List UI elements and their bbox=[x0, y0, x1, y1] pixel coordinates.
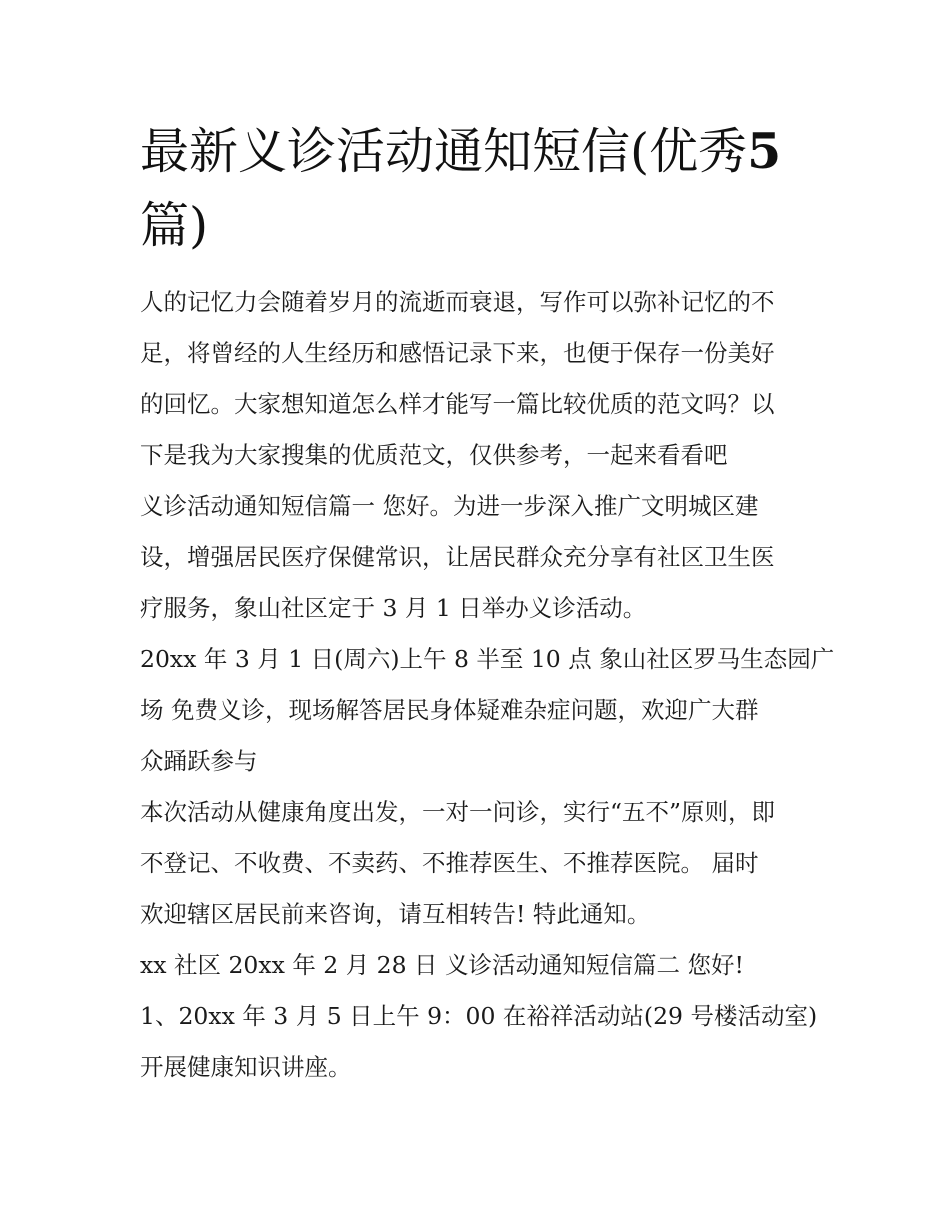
text-line: 疗服务，象山社区定于 3 月 1 日举办义诊活动。 bbox=[140, 594, 647, 622]
paragraph-signature bbox=[140, 940, 820, 991]
text-line: 人的记忆力会随着岁月的流逝而衰退，写作可以弥补记忆的不 bbox=[140, 288, 775, 316]
paragraph-notice-one bbox=[140, 481, 820, 634]
text-line: 1、20xx 年 3 月 5 日上午 9：00 在裕祥活动站(29 号楼活动室) bbox=[140, 1002, 818, 1030]
text-line: 不登记、不收费、不卖药、不推荐医生、不推荐医院。 届时 bbox=[140, 849, 759, 877]
title-line-1 bbox=[140, 123, 781, 180]
paragraph-principles bbox=[140, 787, 820, 940]
document-title bbox=[140, 114, 820, 263]
paragraph-lecture bbox=[140, 991, 820, 1093]
text-line: 义诊活动通知短信篇一 您好。为进一步深入推广文明城区建 bbox=[140, 492, 759, 520]
text-line: 20xx 年 3 月 1 日(周六)上午 8 半至 10 点 象山社区罗马生态园广 bbox=[140, 645, 835, 673]
title-text: 最新义诊活动通知短信(优秀 bbox=[140, 123, 748, 180]
text-line: 场 免费义诊，现场解答居民身体疑难杂症问题，欢迎广大群 bbox=[140, 696, 759, 724]
text-line: xx 社区 20xx 年 2 月 28 日 义诊活动通知短信篇二 您好! bbox=[140, 951, 744, 979]
text-line: 欢迎辖区居民前来咨询，请互相转告! 特此通知。 bbox=[140, 900, 651, 928]
text-line: 众踊跃参与 bbox=[140, 747, 258, 775]
title-number: 5 bbox=[747, 122, 782, 180]
text-line: 设，增强居民医疗保健常识，让居民群众充分享有社区卫生医 bbox=[140, 543, 775, 571]
title-line-2: 篇) bbox=[140, 197, 209, 254]
text-line: 开展健康知识讲座。 bbox=[140, 1053, 352, 1081]
text-line: 本次活动从健康角度出发，一对一问诊，实行“五不”原则，即 bbox=[140, 798, 776, 826]
text-line: 下是我为大家搜集的优质范文，仅供参考，一起来看看吧 bbox=[140, 441, 728, 469]
text-line: 的回忆。大家想知道怎么样才能写一篇比较优质的范文吗？以 bbox=[140, 390, 775, 418]
paragraph-event-time bbox=[140, 634, 835, 787]
text-line: 足，将曾经的人生经历和感悟记录下来，也便于保存一份美好 bbox=[140, 339, 775, 367]
paragraph-intro bbox=[140, 277, 820, 481]
